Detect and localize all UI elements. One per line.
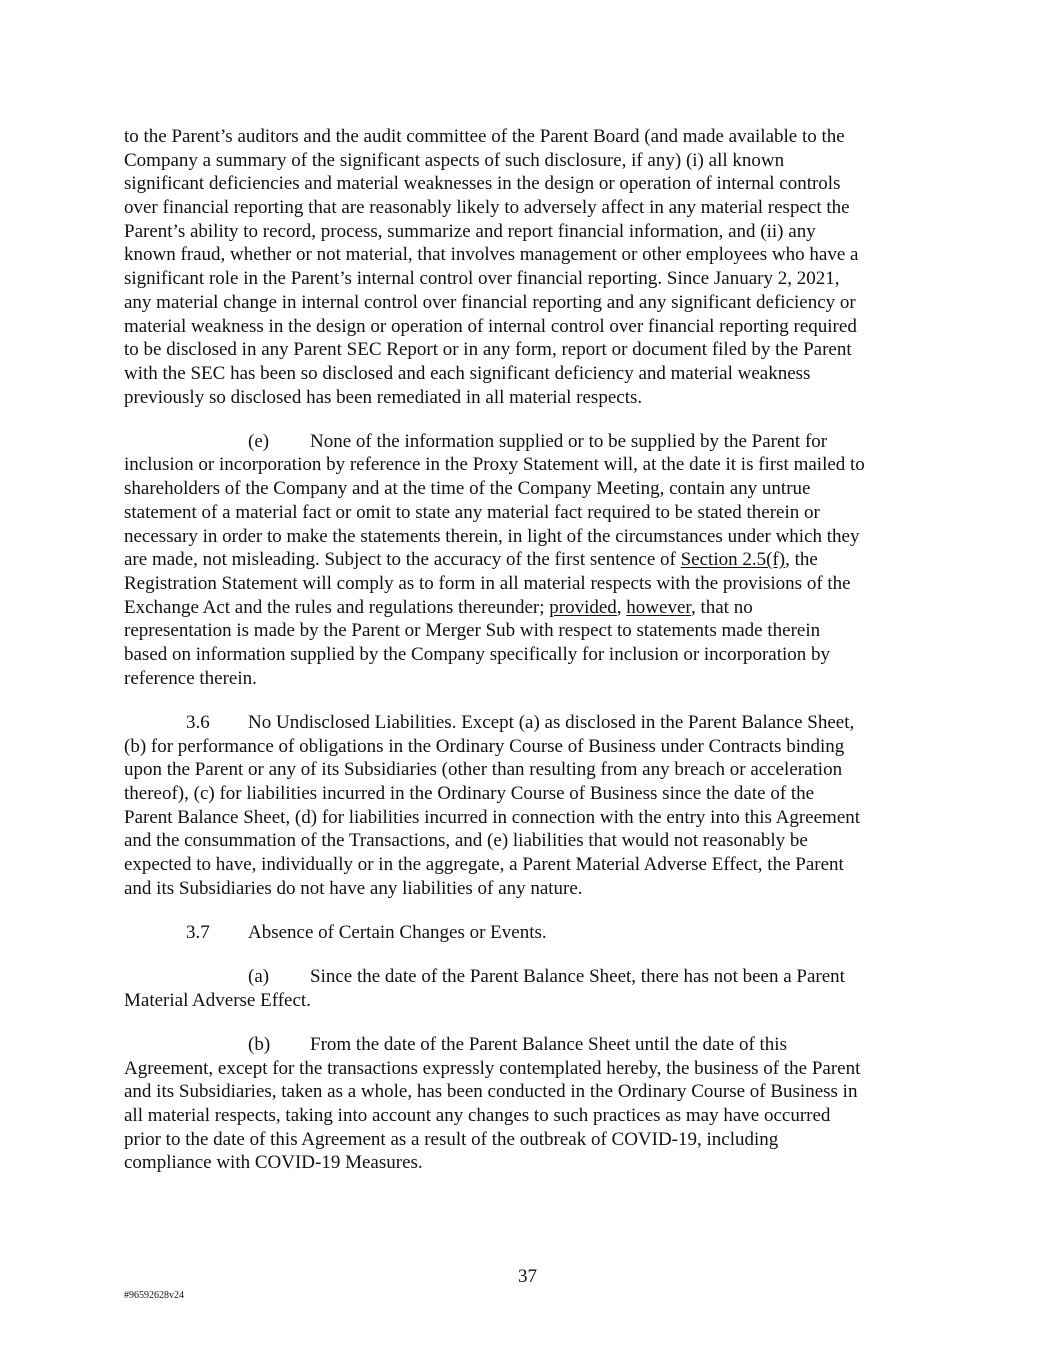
text-line: Exchange Act and the rules and regulations thereunder; provided, however, that no [124, 596, 753, 618]
text-line: to the Parent’s auditors and the audit committee of the Parent Board (and made available to the [124, 126, 845, 147]
text-line: with the SEC has been so disclosed and each significant deficiency and material weakness [124, 362, 811, 384]
text-line: material weakness in the design or operation of internal control over financial reporting required [124, 315, 857, 337]
document-id: #96592628v24 [124, 1290, 184, 1301]
section-3-7-heading [124, 921, 934, 945]
text-line: representation is made by the Parent or Merger Sub with respect to statements made therein [124, 620, 821, 642]
text-line: over financial reporting that are reasonably likely to adversely affect in any material respect the [124, 197, 850, 219]
text-line: thereof), (c) for liabilities incurred in the Ordinary Course of Business since the date of the [124, 782, 815, 804]
text-line: Registration Statement will comply as to form in all material respects with the provisions of the [124, 572, 851, 594]
text-line: (e) None of the information supplied or to be supplied by the Parent for [248, 430, 828, 452]
text-line: Agreement, except for the transactions expressly contemplated hereby, the business of the Parent [124, 1057, 861, 1079]
text-line: prior to the date of this Agreement as a result of the outbreak of COVID-19, including [124, 1128, 779, 1150]
text-line [124, 921, 934, 945]
text-line: upon the Parent or any of its Subsidiaries (other than resulting from any breach or acceleration [124, 759, 843, 781]
section-3-6-undisclosed-liabilities [124, 711, 934, 901]
text-line: shareholders of the Company and at the time of the Company Meeting, contain any untrue [124, 478, 811, 500]
text-line: all material respects, taking into account any changes to such practices as may have occurred [124, 1104, 831, 1126]
paragraph-b-ordinary-course [124, 1033, 934, 1175]
text-line: Company a summary of the significant aspects of such disclosure, if any) (i) all known [124, 149, 785, 171]
page-number: 37 [518, 1266, 537, 1287]
text-line: expected to have, individually or in the aggregate, a Parent Material Adverse Effect, the Parent [124, 853, 844, 875]
clause-label: (a) [248, 966, 270, 987]
clause-label: (b) [248, 1033, 271, 1055]
text-line: (a) Since the date of the Parent Balance Sheet, there has not been a Parent [248, 966, 845, 987]
text-line: 3.6 No Undisclosed Liabilities. Except (a) as disclosed in the Parent Balance Sheet, [186, 711, 855, 733]
section-title: Absence of Certain Changes or Events. [248, 921, 547, 943]
text-line: previously so disclosed has been remediated in all material respects. [124, 386, 643, 408]
text-line: Parent’s ability to record, process, summarize and report financial information, and (ii) any [124, 220, 816, 242]
underlined-term: provided [549, 596, 617, 618]
text-line: and its Subsidiaries do not have any liabilities of any nature. [124, 877, 583, 899]
section-number: 3.7 [186, 921, 210, 943]
text-line: to be disclosed in any Parent SEC Report or in any form, report or document filed by the Parent [124, 339, 852, 361]
text-line: based on information supplied by the Company specifically for inclusion or incorporation by [124, 643, 831, 665]
text-line: significant deficiencies and material weaknesses in the design or operation of internal controls [124, 173, 841, 195]
text-line: and the consummation of the Transactions, and (e) liabilities that would not reasonably be [124, 830, 808, 852]
text-line: (b) for performance of obligations in the Ordinary Course of Business under Contracts binding [124, 735, 845, 757]
paragraph-auditors-disclosure [124, 125, 934, 409]
text-line: any material change in internal control over financial reporting and any significant deficiency or [124, 291, 856, 313]
text-line: (b) From the date of the Parent Balance Sheet until the date of this [248, 1033, 787, 1055]
text-line: statement of a material fact or omit to state any material fact required to be stated therein or [124, 501, 820, 523]
text-line: are made, not misleading. Subject to the accuracy of the first sentence of Section 2.5(f), the [124, 549, 818, 571]
underlined-term: however [626, 596, 691, 618]
section-number: 3.6 [186, 711, 210, 733]
text-line: Parent Balance Sheet, (d) for liabilities incurred in connection with the entry into this Agreement [124, 806, 861, 828]
text-line: Material Adverse Effect. [124, 989, 311, 1011]
text-line: reference therein. [124, 667, 257, 689]
text-line: and its Subsidiaries, taken as a whole, has been conducted in the Ordinary Course of Business in [124, 1081, 858, 1103]
paragraph-e-proxy-statement [124, 430, 934, 691]
section-reference: Section 2.5(f) [680, 549, 786, 571]
text-line: necessary in order to make the statements therein, in light of the circumstances under which they [124, 525, 860, 547]
clause-label: (e) [248, 430, 270, 452]
paragraph-a-no-adverse-effect [124, 965, 934, 1012]
text-line: known fraud, whether or not material, that involves management or other employees who have a [124, 244, 859, 266]
document-body [124, 125, 934, 1175]
text-line: compliance with COVID-19 Measures. [124, 1152, 423, 1174]
text-line: inclusion or incorporation by reference in the Proxy Statement will, at the date it is first mailed to [124, 454, 865, 476]
text-line: significant role in the Parent’s internal control over financial reporting. Since January 2, 2021, [124, 268, 840, 290]
